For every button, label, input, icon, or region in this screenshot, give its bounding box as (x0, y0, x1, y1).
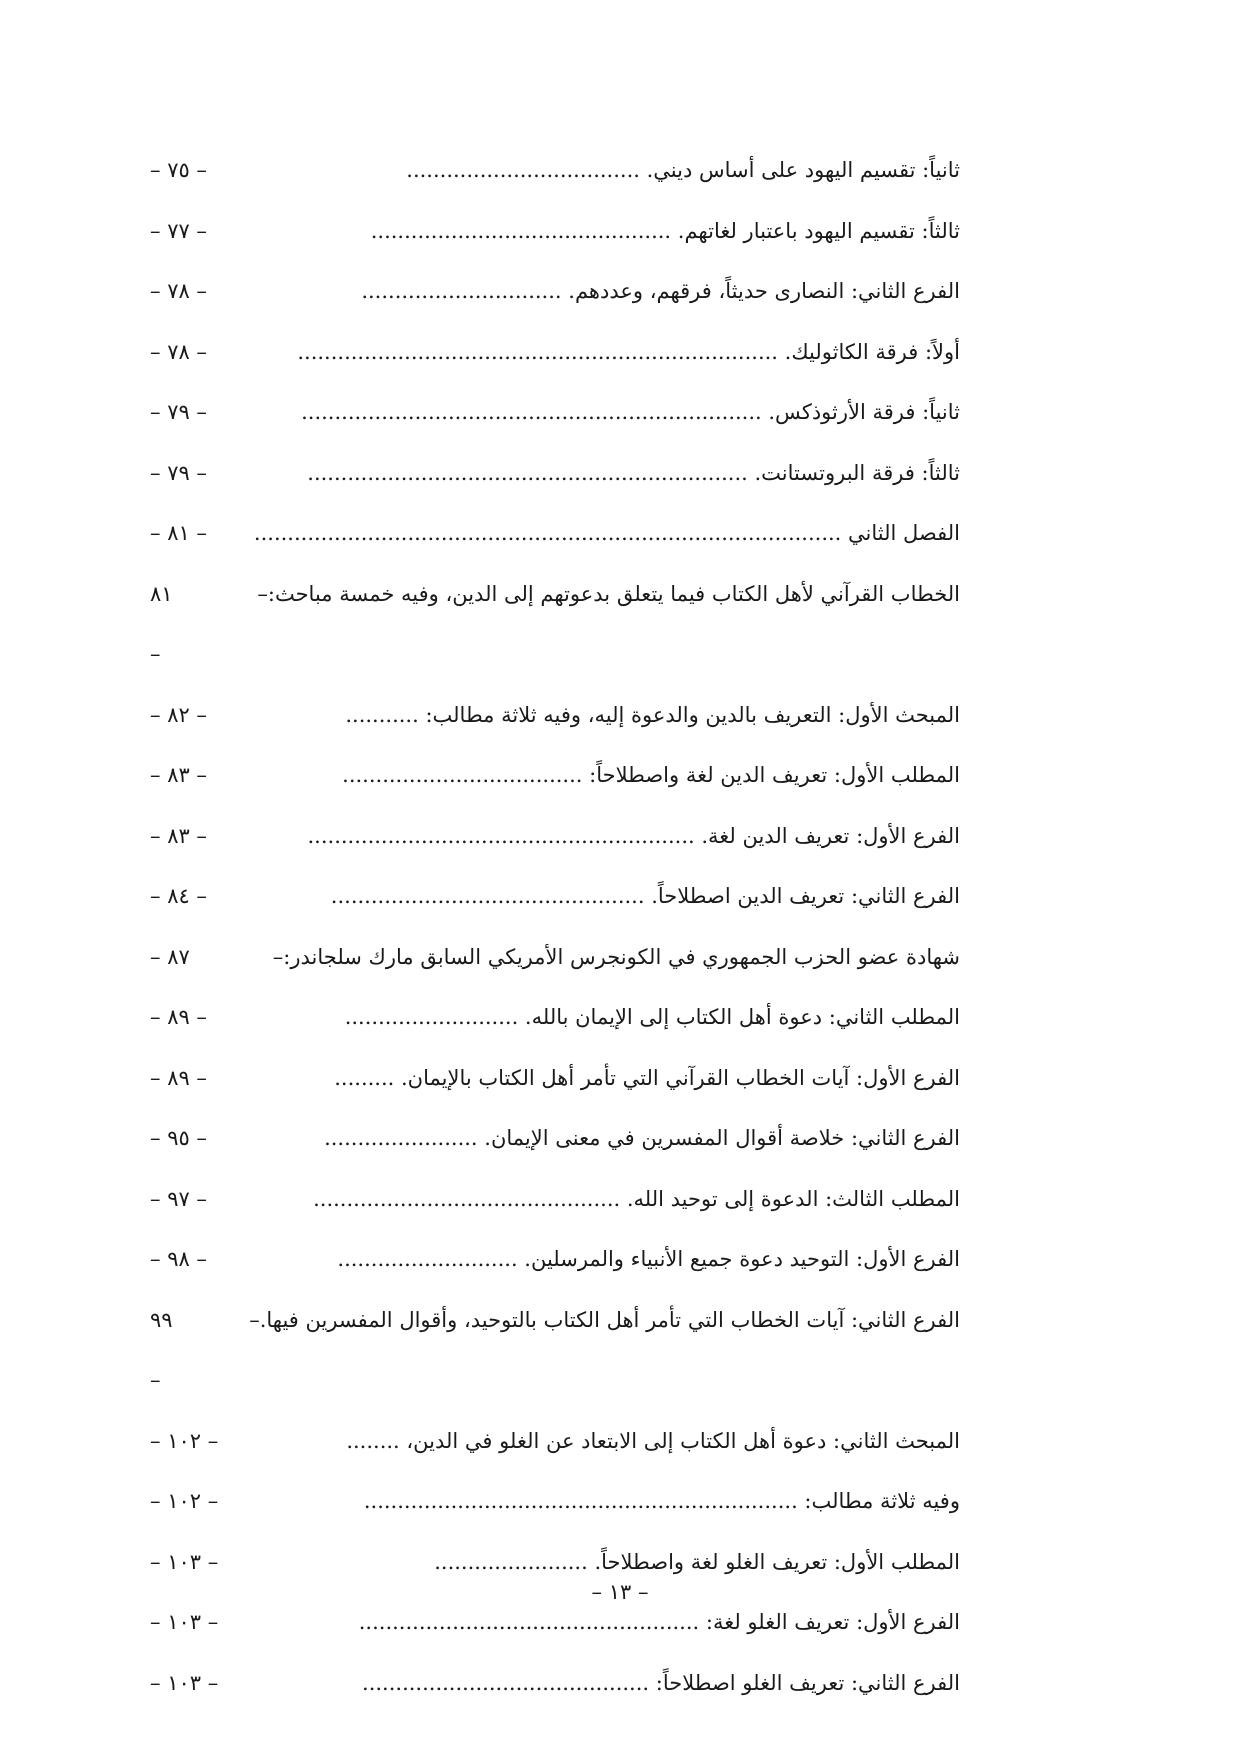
toc-entry (150, 140, 960, 201)
toc-entry-title: الفرع الثاني: النصارى حديثاً، فرقهم، وعددهم. .............................. (361, 279, 960, 303)
toc-entry (150, 443, 960, 504)
toc-entry (150, 382, 960, 443)
toc-entry-page: – ٧٧ – (150, 218, 207, 243)
toc-entry-title: الفرع الثاني: تعريف الدين اصطلاحاً. ............................................... (330, 884, 960, 908)
toc-entry-page: – ٧٥ – (150, 158, 207, 182)
toc-entry (150, 1471, 960, 1532)
toc-entry-title: ثانياً: فرقة الأرثوذكس. ..................................................................... (301, 400, 960, 424)
toc-entry-title: الفرع الثاني: آيات الخطاب التي تأمر أهل الكتاب بالتوحيد، وأقوال المفسرين فيها.– (249, 1307, 960, 1332)
toc-entry-page: – ٩٧ – (150, 1186, 207, 1211)
toc-entry-page: – ١٠٣ – (150, 1670, 219, 1695)
toc-entry-page: – ٧٨ – (150, 339, 207, 364)
toc-entry-title: الفرع الثاني: تعريف الغلو اصطلاحاً: ........................................... (362, 1670, 960, 1695)
toc-entry-page-dash: – (150, 641, 161, 666)
toc-entry-page: – ٩٨ – (150, 1247, 207, 1271)
toc-entry-title: ثالثاً: فرقة البروتستانت. .................................................................. (307, 460, 960, 485)
table-of-contents (150, 140, 960, 1713)
toc-entry (150, 1653, 960, 1714)
toc-entry (150, 745, 960, 806)
toc-entry-title: الفرع الثاني: خلاصة أقوال المفسرين في معنى الإيمان. ....................... (324, 1126, 960, 1150)
toc-entry-page: ٩٩ (150, 1307, 173, 1332)
toc-entry-page: – ٨٣ – (150, 823, 207, 848)
toc-entry-wrapped (150, 564, 960, 685)
toc-entry-title: شهادة عضو الحزب الجمهوري في الكونجرس الأمريكي السابق مارك سلجاندر:– (272, 944, 960, 969)
toc-entry (150, 1108, 960, 1169)
toc-entry-page: – ٨٢ – (150, 702, 207, 727)
toc-entry-title: الفصل الثاني ........................................................................................ (253, 521, 960, 545)
toc-entry-title: أولاً: فرقة الكاثوليك. ........................................................................ (297, 339, 960, 364)
toc-entry (150, 1169, 960, 1230)
toc-entry-page-dash: – (150, 1367, 161, 1392)
toc-entry-title: المبحث الأول: التعريف بالدين والدعوة إليه، وفيه ثلاثة مطالب: ........... (345, 702, 960, 727)
toc-entry-title: المطلب الأول: تعريف الغلو لغة واصطلاحاً. ....................... (434, 1549, 960, 1574)
toc-entry-page: – ٨٩ – (150, 1065, 207, 1090)
toc-entry (150, 261, 960, 322)
toc-entry (150, 1229, 960, 1290)
toc-entry-title: الفرع الأول: آيات الخطاب القرآني التي تأمر أهل الكتاب بالإيمان. ......... (334, 1065, 960, 1090)
toc-entry-page: ٨١ (150, 581, 173, 606)
toc-entry-page: – ١٠٣ – (150, 1549, 219, 1574)
toc-entry-page: – ٨٣ – (150, 763, 207, 787)
toc-entry (150, 866, 960, 927)
toc-entry-page: – ٨١ – (150, 521, 207, 545)
toc-entry-title: الفرع الأول: التوحيد دعوة جميع الأنبياء والمرسلين. ........................... (337, 1247, 960, 1271)
toc-entry-title: الفرع الأول: تعريف الدين لغة. .......................................................... (307, 823, 960, 848)
toc-entry-page: – ٧٨ – (150, 279, 207, 303)
toc-entry-title: المطلب الثالث: الدعوة إلى توحيد الله. .............................................. (313, 1186, 960, 1211)
toc-entry (150, 322, 960, 383)
toc-entry (150, 1411, 960, 1472)
toc-entry (150, 201, 960, 262)
toc-entry-title: المبحث الثاني: دعوة أهل الكتاب إلى الابتعاد عن الغلو في الدين، ........ (346, 1428, 960, 1453)
toc-entry-title: المطلب الأول: تعريف الدين لغة واصطلاحاً: .................................... (342, 763, 960, 787)
toc-entry-title: ثالثاً: تقسيم اليهود باعتبار لغاتهم. ............................................. (370, 218, 960, 243)
toc-entry-page: – ٩٥ – (150, 1126, 207, 1150)
toc-entry (150, 685, 960, 746)
toc-entry (150, 806, 960, 867)
page-number: – ١٣ – (591, 1580, 649, 1604)
toc-entry-page: – ٨٩ – (150, 1005, 207, 1029)
toc-entry-page: – ٨٤ – (150, 884, 207, 908)
toc-entry-page: – ٧٩ – (150, 400, 207, 424)
toc-entry-wrapped (150, 1290, 960, 1411)
toc-entry-title: الخطاب القرآني لأهل الكتاب فيما يتعلق بدعوتهم إلى الدين، وفيه خمسة مباحث:– (257, 581, 960, 606)
toc-entry-page: – ١٠٣ – (150, 1610, 219, 1634)
toc-entry (150, 927, 960, 988)
toc-entry-title: الفرع الأول: تعريف الغلو لغة: ................................................... (358, 1610, 960, 1634)
toc-entry-page: ٨٧ – (150, 944, 190, 969)
toc-entry (150, 503, 960, 564)
toc-entry-title: المطلب الثاني: دعوة أهل الكتاب إلى الإيمان بالله. .......................... (344, 1005, 960, 1029)
toc-entry-title: ثانياً: تقسيم اليهود على أساس ديني. ................................... (406, 158, 960, 182)
toc-entry-page: – ١٠٢ – (150, 1428, 219, 1453)
toc-entry-title: وفيه ثلاثة مطالب: ................................................................. (363, 1489, 960, 1513)
toc-entry (150, 987, 960, 1048)
toc-entry-page: – ٧٩ – (150, 460, 207, 485)
toc-entry-page: – ١٠٢ – (150, 1489, 219, 1513)
toc-entry (150, 1048, 960, 1109)
